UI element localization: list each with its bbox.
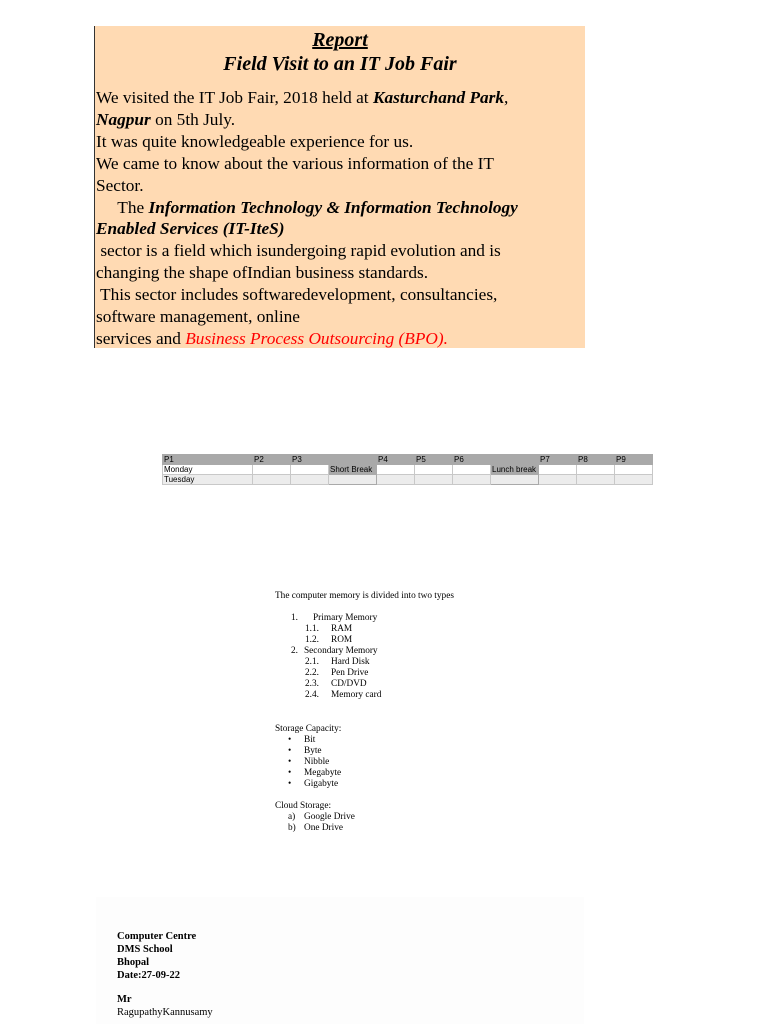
timetable-cell: [577, 475, 615, 485]
timetable-cell: [453, 475, 491, 485]
timetable-cell: Tuesday: [163, 475, 253, 485]
report-line: sector is a field which isundergoing rapid evolution and is: [96, 241, 501, 261]
report-line: [96, 109, 584, 131]
timetable-cell: [291, 475, 329, 485]
report-text: ,: [504, 88, 509, 107]
bullet-icon: •: [288, 746, 292, 756]
timetable-cell: Lunch break: [491, 465, 539, 475]
report-text: We visited the IT Job Fair, 2018 held at: [96, 88, 373, 107]
list-item: Memory card: [331, 690, 382, 700]
timetable-cell: [253, 465, 291, 475]
letter-salutation: Mr: [117, 994, 132, 1005]
timetable-cell: [253, 475, 291, 485]
list-number: 1.1.: [305, 624, 319, 634]
list-number: 1.: [291, 613, 298, 623]
letter-block: [96, 897, 584, 1024]
timetable-header-cell: P4: [377, 455, 415, 465]
bullet-icon: •: [288, 768, 292, 778]
report-text: The: [96, 197, 149, 217]
timetable-cell: [291, 465, 329, 475]
report-line: [96, 328, 584, 350]
timetable-cell: [415, 465, 453, 475]
timetable-cell: [377, 465, 415, 475]
report-line: changing the shape ofIndian business standards.: [96, 263, 429, 283]
bullet-icon: •: [288, 757, 292, 767]
report-line: [96, 87, 584, 109]
timetable-header-cell: [491, 455, 539, 465]
list-number: 2.: [291, 646, 298, 656]
storage-item: Gigabyte: [304, 779, 339, 789]
timetable-header-cell: P8: [577, 455, 615, 465]
cloud-item: Google Drive: [304, 812, 355, 822]
list-item: CD/DVD: [331, 679, 367, 689]
bullet-icon: •: [288, 779, 292, 789]
letter-name: RagupathyKannusamy: [117, 1007, 213, 1018]
timetable-cell: Short Break: [329, 465, 377, 475]
report-line: Enabled Services (IT-IteS): [96, 219, 285, 239]
letter-date: Date:27-09-22: [117, 970, 180, 981]
list-item: Primary Memory: [313, 613, 378, 623]
cloud-heading: Cloud Storage:: [275, 801, 332, 811]
report-title: Report: [312, 29, 368, 51]
timetable-cell: [453, 465, 491, 475]
timetable: [162, 454, 653, 485]
report-city: Nagpur: [96, 109, 151, 129]
storage-item: Megabyte: [304, 768, 342, 778]
timetable-header-cell: [329, 455, 377, 465]
storage-item: Byte: [304, 746, 322, 756]
report-bpo-text: Business Process Outsourcing (BPO).: [185, 328, 448, 348]
report-bold-text: Information Technology & Information Technology: [148, 197, 518, 217]
timetable-header-cell: P3: [291, 455, 329, 465]
timetable-row: [163, 475, 653, 485]
report-body: [96, 87, 584, 350]
list-item: Secondary Memory: [304, 646, 378, 656]
timetable-cell: [539, 465, 577, 475]
timetable-header-cell: P5: [415, 455, 453, 465]
timetable-cell: [491, 475, 539, 485]
timetable-cell: Monday: [163, 465, 253, 475]
timetable-row: [163, 465, 653, 475]
timetable-header-cell: P9: [615, 455, 653, 465]
list-item: RAM: [331, 624, 353, 634]
report-place: Kasturchand Park: [372, 88, 505, 107]
timetable-cell: [615, 475, 653, 485]
timetable-header-cell: P7: [539, 455, 577, 465]
timetable-cell: [615, 465, 653, 475]
list-item: ROM: [331, 635, 353, 645]
cloud-item: One Drive: [304, 823, 343, 833]
list-number: 1.2.: [305, 635, 319, 645]
storage-heading: Storage Capacity:: [275, 724, 342, 734]
list-item: Hard Disk: [331, 657, 370, 667]
bullet-icon: •: [288, 735, 292, 745]
timetable-cell: [577, 465, 615, 475]
report-box: [94, 26, 585, 348]
timetable-cell: [415, 475, 453, 485]
report-line: It was quite knowledgeable experience for us.: [96, 131, 414, 151]
timetable-cell: [539, 475, 577, 485]
timetable-header-row: [163, 455, 653, 465]
letter-line: DMS School: [117, 944, 173, 955]
letter-line: Bhopal: [117, 957, 150, 968]
list-item: Pen Drive: [331, 668, 369, 678]
timetable-header-cell: P1: [163, 455, 253, 465]
report-line: Sector.: [96, 175, 144, 195]
storage-item: Nibble: [304, 757, 330, 767]
list-number: 2.3.: [305, 679, 319, 689]
list-number: 2.1.: [305, 657, 319, 667]
list-number: 2.2.: [305, 668, 319, 678]
report-subtitle: Field Visit to an IT Job Fair: [223, 53, 457, 75]
timetable-cell: [329, 475, 377, 485]
report-text: on 5th July.: [150, 109, 236, 129]
letter-line: Computer Centre: [117, 931, 197, 942]
report-line: This sector includes softwaredevelopment, consultancies,: [96, 285, 498, 305]
timetable-cell: [377, 475, 415, 485]
storage-item: Bit: [304, 735, 316, 745]
timetable-header-cell: P2: [253, 455, 291, 465]
timetable-header-cell: P6: [453, 455, 491, 465]
report-text: services and: [96, 328, 186, 348]
memory-intro: The computer memory is divided into two types: [275, 591, 454, 601]
list-marker: b): [288, 823, 296, 833]
report-line: We came to know about the various information of the IT: [96, 153, 494, 173]
list-marker: a): [288, 812, 296, 822]
list-number: 2.4.: [305, 690, 319, 700]
report-line: software management, online: [96, 307, 300, 327]
report-line: [96, 197, 584, 219]
